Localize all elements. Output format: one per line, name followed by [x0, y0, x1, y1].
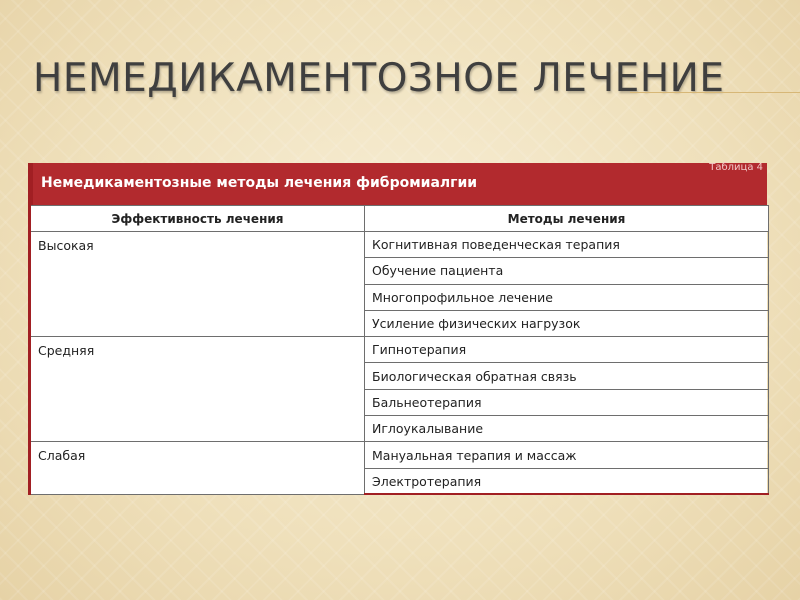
- table-header-row: [30, 206, 769, 232]
- method-cell: Обучение пациента: [365, 258, 769, 284]
- header-effectiveness: Эффективность лечения: [30, 206, 365, 232]
- table-caption: Немедикаментозные методы лечения фибромиалгии: [41, 175, 478, 191]
- effectiveness-level-low: Слабая: [30, 442, 365, 495]
- methods-table-frame: [28, 163, 767, 495]
- method-cell: Гипнотерапия: [365, 337, 769, 363]
- method-cell: Иглоукалывание: [365, 416, 769, 442]
- table-row: [30, 337, 769, 363]
- header-methods: Методы лечения: [365, 206, 769, 232]
- methods-table: [28, 205, 769, 495]
- method-cell: Мануальная терапия и массаж: [365, 442, 769, 468]
- method-cell: Биологическая обратная связь: [365, 363, 769, 389]
- table-caption-bar: [28, 163, 767, 205]
- title-divider: [630, 92, 800, 93]
- table-row: [30, 232, 769, 258]
- method-cell: Бальнеотерапия: [365, 389, 769, 415]
- slide-title: НЕМЕДИКАМЕНТОЗНОЕ ЛЕЧЕНИЕ: [33, 56, 725, 101]
- method-cell: Многопрофильное лечение: [365, 284, 769, 310]
- table-row: [30, 442, 769, 468]
- method-cell: Когнитивная поведенческая терапия: [365, 232, 769, 258]
- method-cell: Электротерапия: [365, 468, 769, 494]
- method-cell: Усиление физических нагрузок: [365, 310, 769, 336]
- effectiveness-level-high: Высокая: [30, 232, 365, 337]
- effectiveness-level-medium: Средняя: [30, 337, 365, 442]
- table-number-label: Таблица 4: [709, 162, 763, 173]
